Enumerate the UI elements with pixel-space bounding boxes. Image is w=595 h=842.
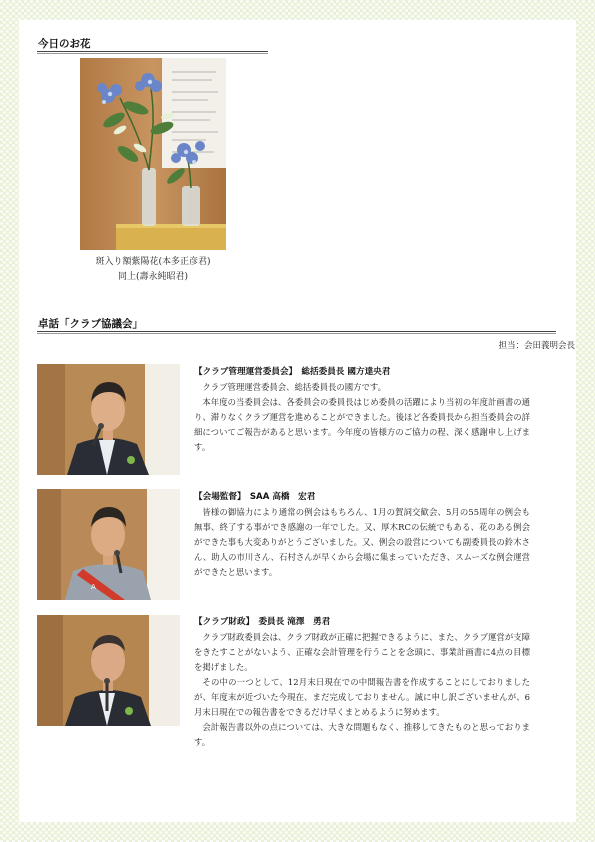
report-2-title: 【会場監督】 SAA 高橋 宏君 [194,492,316,502]
report-3-paragraph-1: クラブ財政委員会は、クラブ財政が正確に把握できるように、また、クラブ運営が支障をきたすことがないよう、正確な会計管理を行うことを念頭に、事業計画書に4点の目標を掲げました。 [194,632,530,672]
speaker-photo-2 [37,489,180,600]
svg-text:A: A [91,583,96,591]
flower-section-heading: 今日のお花 [38,38,91,50]
report-1-paragraph-2: 本年度の当委員会は、各委員会の委員長はじめ委員の活躍により当初の年度計画書の通り、滞りなくクラブ運営を進めることができました。後ほど各委員長から担当委員会の詳細についてご報告があると思います。今年度の皆様方のご協力の程、深く感謝申し上げます。 [194,397,530,452]
flower-caption-line2: 同上(壽永純昭君) [117,272,189,282]
talk-section-rule [37,331,556,334]
report-3-paragraph-2: その中の一つとして、12月末日現在での中間報告書を作成することにしておりましたが、年度末が近づいた今現在、まだ完成しておりません。誠に申し訳ございませんが、6月末日現在での報告書をできるだけ早くまとめるように努めます。 [194,677,530,717]
report-3-paragraph-3: 会計報告書以外の点については、大きな問題もなく、推移してきたものと思っております。 [194,722,530,747]
talk-byline: 担当：会田義明会長 [498,341,575,351]
flower-section-rule [37,51,268,54]
talk-section-heading: 卓話「クラブ協議会」 [38,318,143,330]
flower-caption-line1: 斑入り額紫陽花(本多正彦君) [95,257,211,267]
report-1-paragraph-1: クラブ管理運営委員会、総括委員長の國方です。 [202,382,386,392]
report-2-body [194,505,530,580]
report-1-body [194,380,530,455]
speaker-photo-3 [37,615,180,726]
report-1-title: 【クラブ管理運営委員会】 総括委員長 國方達央君 [194,367,391,377]
report-2-paragraph-1: 皆様の御協力により通常の例会はもちろん、1月の賀詞交歓会、5月の55周年の例会も無事、終了する事ができ感謝の一年でした。又、厚木RCの伝統でもある、花のある例会ができた事も大変ありがとうございました。又、例会の設営についても副委員長の鈴木さん、助人の市川さん、石村さんが早くから会場に集まっていただき、スムーズな例会運営ができたと思います。 [194,507,530,577]
flower-photo [80,58,226,250]
report-3-body [194,630,530,750]
report-3-title: 【クラブ財政】 委員長 滝澤 勇君 [194,617,331,627]
speaker-photo-1 [37,364,180,475]
